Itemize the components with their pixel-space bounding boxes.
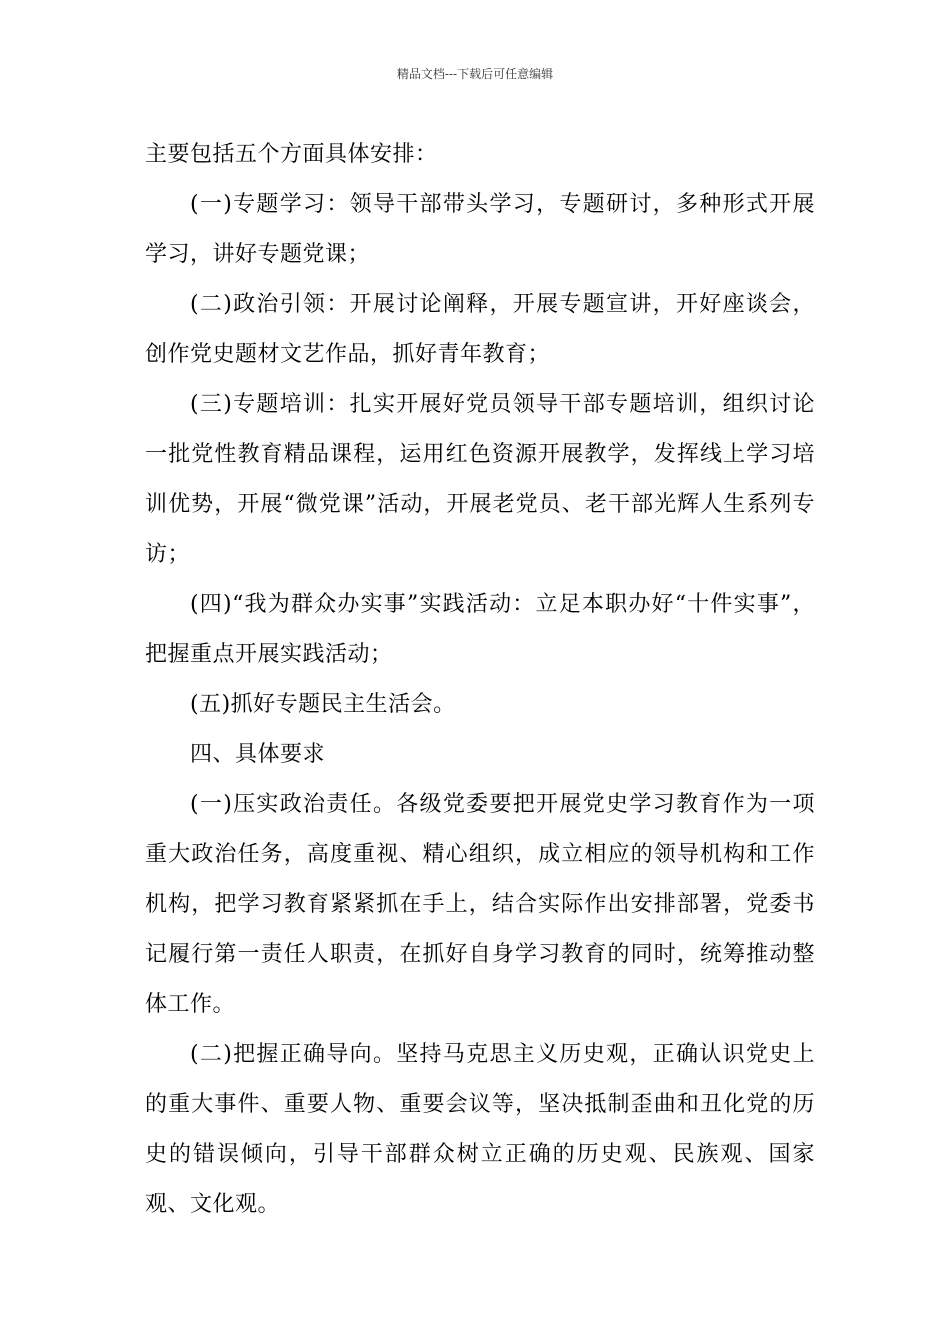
paragraph-item-5: (五)抓好专题民主生活会。 <box>190 692 456 717</box>
paragraph-intro: 主要包括五个方面具体安排： <box>145 142 438 167</box>
page-header: 精品文档---下载后可任意编辑 <box>396 67 554 81</box>
paragraph-item-4: (四)“我为群众办实事”实践活动：立足本职办好“十件实事”，把握重点开展实践活动； <box>145 592 815 667</box>
paragraph-item-3: (三)专题培训：扎实开展好党员领导干部专题培训，组织讨论一批党性教育精品课程，运用红色资源开展教学，发挥线上学习培训优势，开展“微党课”活动，开展老党员、老干部光辉人生系列专访； <box>145 392 815 567</box>
paragraph-item-1: (一)专题学习：领导干部带头学习，专题研讨，多种形式开展学习，讲好专题党课； <box>145 192 815 267</box>
paragraph-requirement-1: (一)压实政治责任。各级党委要把开展党史学习教育作为一项重大政治任务，高度重视、精心组织，成立相应的领导机构和工作机构，把学习教育紧紧抓在手上，结合实际作出安排部署，党委书记履行第一责任人职责，在抓好自身学习教育的同时，统筹推动整体工作。 <box>145 792 815 1017</box>
paragraph-requirement-2: (二)把握正确导向。坚持马克思主义历史观，正确认识党史上的重大事件、重要人物、重要会议等，坚决抵制歪曲和丑化党的历史的错误倾向，引导干部群众树立正确的历史观、民族观、国家观、文化观。 <box>145 1042 815 1217</box>
section-heading: 四、具体要求 <box>190 742 326 767</box>
document-body <box>145 130 815 1230</box>
paragraph-item-2: (二)政治引领：开展讨论阐释，开展专题宣讲，开好座谈会，创作党史题材文艺作品，抓好青年教育； <box>145 292 815 367</box>
